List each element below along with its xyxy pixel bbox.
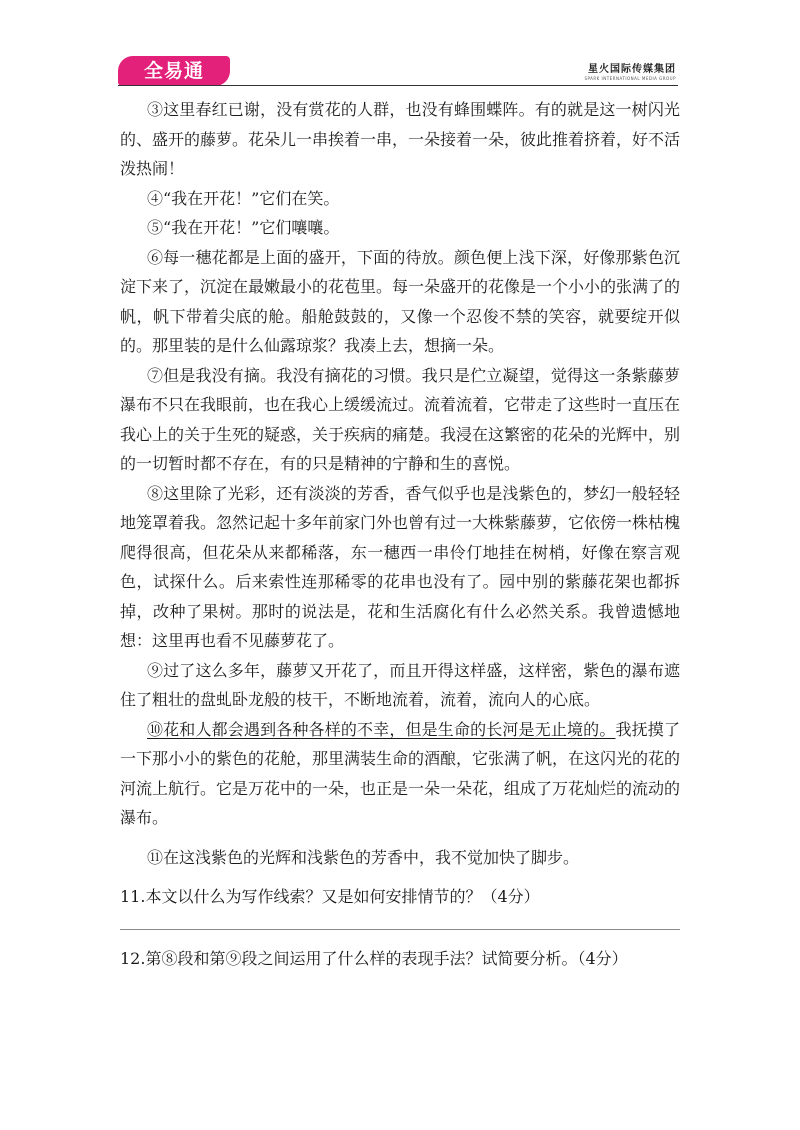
document-body — [120, 95, 680, 973]
answer-line — [120, 929, 680, 930]
paragraph-10-rest: 了一下那小小的紫色的花舱，那里满装生命的酒酿，它张满了帆，在这闪光的花的河流上航行。它是万花中的一朵，也正是一朵一朵花，组成了万花灿烂的流动的瀑布。 — [120, 719, 681, 827]
logo-text: 全易通 — [143, 60, 204, 82]
brand-logo — [118, 56, 230, 86]
paragraph-10-after: 我抚摸 — [615, 719, 664, 739]
publisher-mark — [584, 60, 676, 81]
paragraph-8-rest: 轻地笼罩着我。忽然记起十多年前家门外也曾有过一大株紫藤萝，它依傍一株枯槐爬得很高，但花朵从来都稀落，东一穗西一串伶仃地挂在树梢，好像在察言观色，试探什么。后来索性连那稀零的花串也没有了。园中别的紫藤花架也都拆掉，改种了果树。那时的说法是，花和生活腐化有什么必然关系。我曾遗憾地想：这里再也看不见藤萝花了。 — [120, 483, 681, 650]
page-header — [0, 0, 800, 90]
question-11: 11.本文以什么为写作线索？又是如何安排情节的？（4分） — [120, 887, 540, 906]
paragraph-9-first-line: ⑨过了这么多年，藤萝又开花了，而且开得这样盛，这样密，紫色的瀑布 — [147, 660, 664, 680]
paragraph-5: ⑤“我在开花！”它们嚷嚷。 — [147, 218, 340, 237]
paragraph-9-rest: 遮住了粗壮的盘虬卧龙般的枝干，不断地流着，流着，流向人的心底。 — [120, 660, 680, 709]
question-12: 12.第⑧段和第⑨段之间运用了什么样的表现手法？试简要分析。（4分） — [120, 949, 628, 968]
paragraph-3-first-line: ③这里春红已谢，没有赏花的人群，也没有蜂围蝶阵。有的就是这一树闪 — [147, 100, 664, 119]
paragraph-11: ⑪在这浅紫色的光辉和浅紫色的芳香中，我不觉加快了脚步。 — [147, 847, 580, 867]
paragraph-10-underlined-sentence: ⑩花和人都会遇到各种各样的不幸，但是生命的长河是无止境的。 — [147, 719, 616, 739]
header-divider — [118, 85, 678, 86]
spacer — [120, 872, 680, 882]
paragraph-3 — [120, 95, 680, 184]
paragraph-6 — [120, 243, 680, 361]
publisher-name: 星火国际传媒集团 — [588, 64, 676, 75]
publisher-name-en: SPARK INTERNATIONAL MEDIA GROUP — [584, 76, 676, 81]
paragraph-4: ④“我在开花！”它们在笑。 — [147, 188, 340, 208]
paragraph-8 — [120, 479, 680, 656]
paragraph-7-first-line: ⑦但是我没有摘。我没有摘花的习惯。我只是伫立凝望，觉得这一条紫藤 — [147, 365, 664, 385]
paragraph-7 — [120, 361, 680, 479]
paragraph-3-rest: 光的、盛开的藤萝。花朵儿一串挨着一串，一朵接着一朵，彼此推着挤着，好不活泼热闹！ — [120, 100, 681, 178]
paragraph-6-first-line: ⑥每一穗花都是上面的盛开，下面的待放。颜色便上浅下深，好像那紫色 — [147, 247, 664, 267]
paragraph-6-rest: 沉淀下来了，沉淀在最嫩最小的花苞里。每一朵盛开的花像是一个小小的张满了的帆，帆下带着尖底的舱。船舱鼓鼓的，又像一个忍俊不禁的笑容，就要绽开似的。那里装的是什么仙露琼浆？我凑上去，想摘一朵。 — [120, 247, 681, 355]
paragraph-10 — [120, 715, 680, 833]
paragraph-8-first-line: ⑧这里除了光彩，还有淡淡的芳香，香气似乎也是浅紫色的，梦幻一般轻 — [147, 483, 664, 503]
paragraph-9 — [120, 656, 680, 715]
spacer — [120, 833, 680, 843]
paragraph-7-rest: 萝瀑布不只在我眼前，也在我心上缓缓流过。流着流着，它带走了这些时一直压在我心上的关于生死的疑惑，关于疾病的痛楚。我浸在这繁密的花朵的光辉中，别的一切暂时都不存在，有的只是精神的宁静和生的喜悦。 — [120, 365, 681, 473]
